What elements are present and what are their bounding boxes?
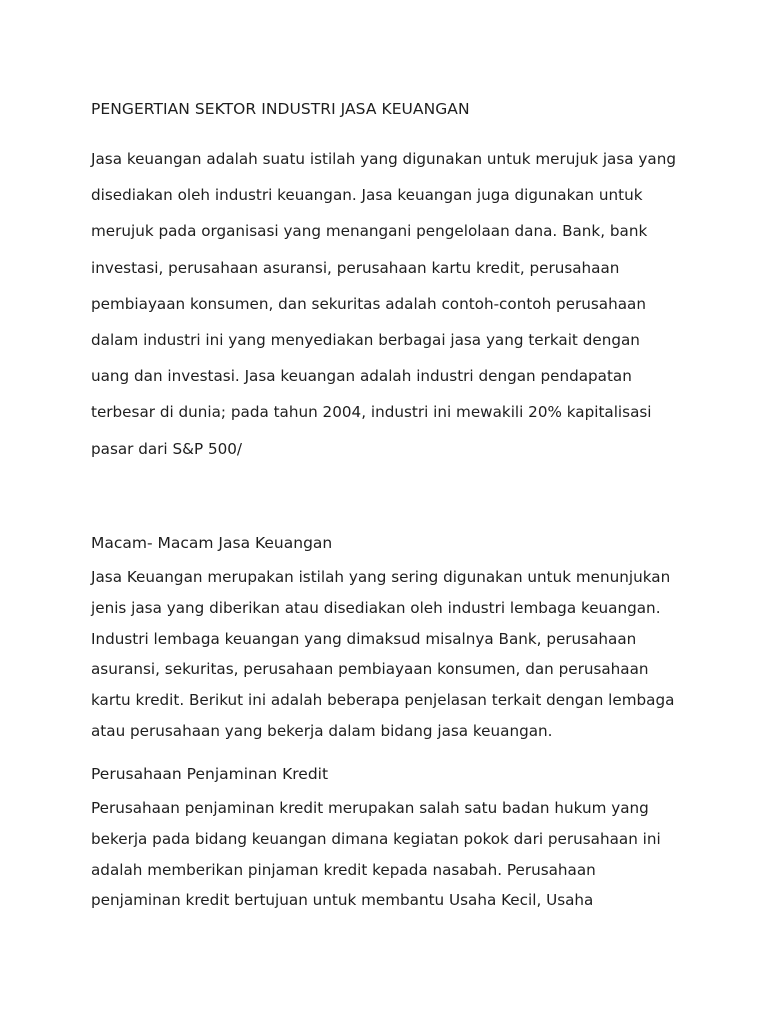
paragraph-line: atau perusahaan yang bekerja dalam bidang jasa keuangan.	[91, 721, 553, 740]
paragraph-line: jenis jasa yang diberikan atau disediakan oleh industri lembaga keuangan.	[91, 598, 661, 617]
paragraph-line: penjaminan kredit bertujuan untuk membantu Usaha Kecil, Usaha	[91, 891, 594, 910]
paragraph-line: Jasa keuangan adalah suatu istilah yang digunakan untuk merujuk jasa yang	[91, 150, 676, 168]
paragraph-definition	[91, 145, 711, 471]
paragraph-line: kartu kredit. Berikut ini adalah beberapa penjelasan terkait dengan lembaga	[91, 691, 675, 710]
paragraph-line: uang dan investasi. Jasa keuangan adalah industri dengan pendapatan	[91, 367, 632, 386]
paragraph-line: investasi, perusahaan asuransi, perusahaan kartu kredit, perusahaan	[91, 258, 620, 277]
paragraph-line: adalah memberikan pinjaman kredit kepada nasabah. Perusahaan	[91, 860, 596, 879]
paragraph-macam-jasa	[91, 562, 711, 747]
paragraph-line: Industri lembaga keuangan yang dimaksud misalnya Bank, perusahaan	[91, 629, 637, 648]
section-title-penjaminan-kredit: Perusahaan Penjaminan Kredit	[91, 765, 329, 783]
paragraph-line: Perusahaan penjaminan kredit merupakan salah satu badan hukum yang	[91, 799, 649, 817]
paragraph-penjaminan-kredit	[91, 793, 711, 916]
document-heading: PENGERTIAN SEKTOR INDUSTRI JASA KEUANGAN	[91, 100, 470, 118]
paragraph-line: disediakan oleh industri keuangan. Jasa keuangan juga digunakan untuk	[91, 186, 643, 205]
section-title-macam-jasa: Macam- Macam Jasa Keuangan	[91, 534, 333, 552]
paragraph-line: bekerja pada bidang keuangan dimana kegiatan pokok dari perusahaan ini	[91, 829, 661, 848]
paragraph-line: terbesar di dunia; pada tahun 2004, industri ini mewakili 20% kapitalisasi	[91, 403, 652, 422]
paragraph-line: pembiayaan konsumen, dan sekuritas adalah contoh-contoh perusahaan	[91, 294, 646, 313]
paragraph-line: asuransi, sekuritas, perusahaan pembiayaan konsumen, dan perusahaan	[91, 660, 649, 679]
paragraph-line: pasar dari S&P 500/	[91, 439, 243, 458]
paragraph-line: dalam industri ini yang menyediakan berbagai jasa yang terkait dengan	[91, 330, 640, 349]
paragraph-line: Jasa Keuangan merupakan istilah yang sering digunakan untuk menunjukan	[91, 568, 671, 586]
paragraph-line: merujuk pada organisasi yang menangani pengelolaan dana. Bank, bank	[91, 222, 648, 241]
